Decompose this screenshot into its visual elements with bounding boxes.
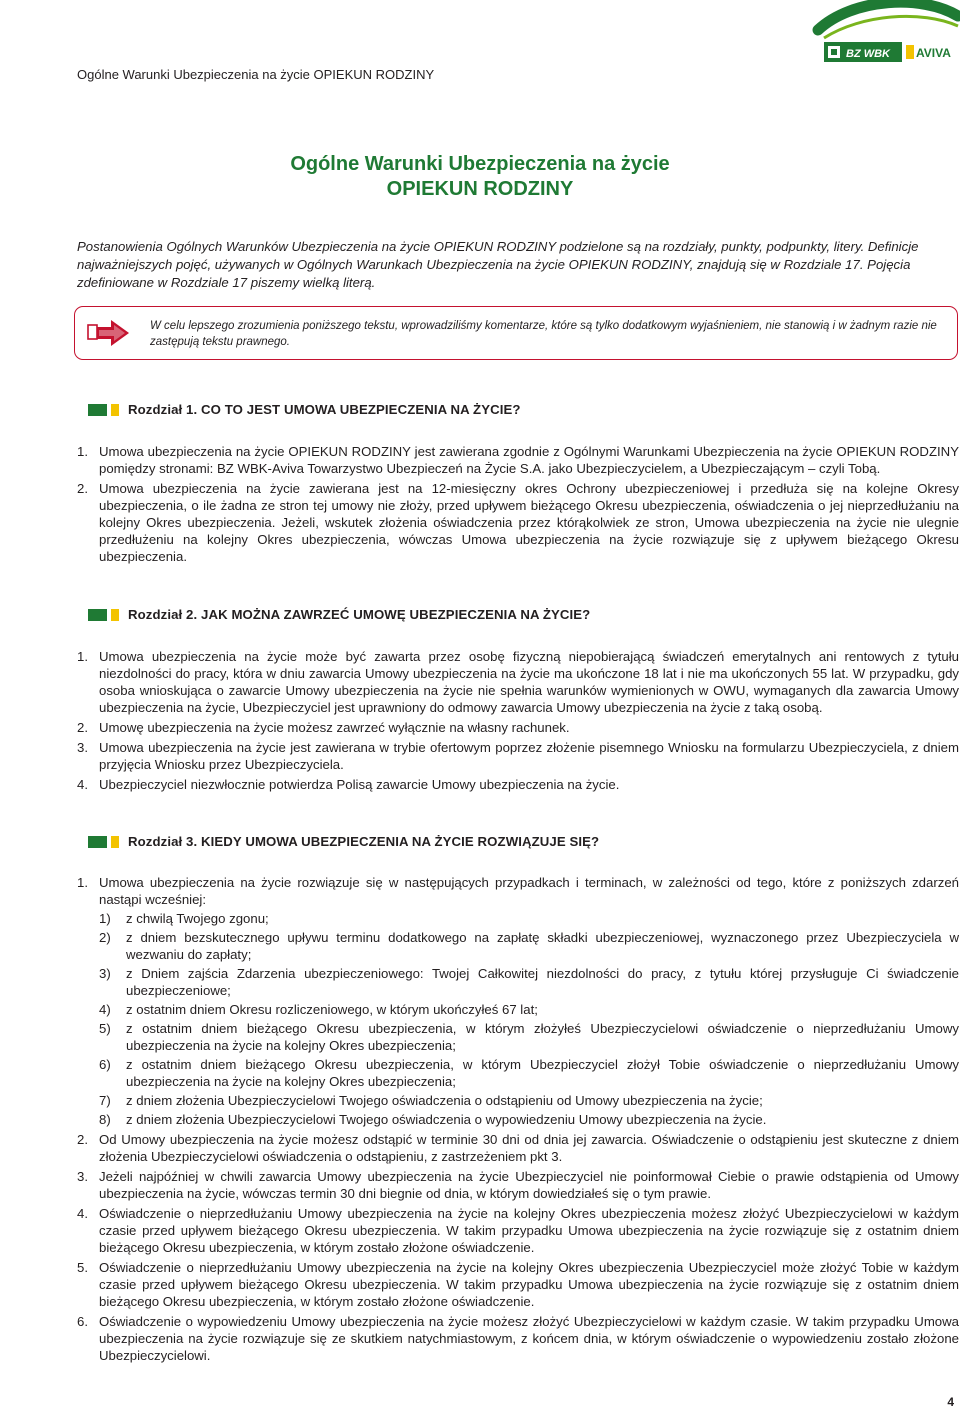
chapter-title: Rozdział 1. CO TO JEST UMOWA UBEZPIECZENIA NA ŻYCIE? xyxy=(128,402,521,417)
list-item xyxy=(77,1205,959,1256)
sub-item-text: z ostatnim dniem Okresu rozliczeniowego, w którym ukończyłeś 67 lat; xyxy=(126,1002,538,1017)
sub-item-number: 7) xyxy=(99,1093,111,1108)
item-text: Jeżeli najpóźniej w chwili zawarcia Umowy ubezpieczenia na życie Ubezpieczyciel nie poinformował Ciebie o prawie odstąpienia od Umowy ubezpieczenia na życie, wówczas termin 30 dni biegnie od dnia, w którym dowiedziałeś się o tym prawie. xyxy=(99,1169,959,1201)
sub-item-number: 8) xyxy=(99,1112,111,1127)
arrow-note-icon xyxy=(87,316,131,352)
item-text: Oświadczenie o wypowiedzeniu Umowy ubezpieczenia na życie możesz złożyć Ubezpieczycielowi w każdym czasie. W takim przypadku Umowa ubezpieczenia na życie rozwiązuje się ze skutkiem natychmiastowym, z końcem dnia, w którym oświadczenie o wypowiedzeniu zostało złożone Ubezpieczycielowi. xyxy=(99,1314,959,1363)
item-text: Umowa ubezpieczenia na życie zawierana jest na 12-miesięczny okres Ochrony ubezpieczeniowej i przedłuża się na kolejne Okresy ubezpieczenia, o ile żadna ze stron tej umowy nie złoży, przed upływem bieżącego Okresu ubezpieczenia, oświadczenia o jej nieprzedłużaniu na kolejny Okres ubezpieczenia. Jeżeli, wskutek złożenia oświadczenia przez którąkolwiek ze stron, Umowa ubezpieczenia na życie nie ulegnie przedłużeniu na kolejny Okres ubezpieczenia, wówczas Umowa ubezpieczenia na życie rozwiązuje się z upływem bieżącego Okresu ubezpieczenia. xyxy=(99,481,959,564)
sub-list-item xyxy=(99,1056,959,1090)
list-item xyxy=(77,1131,959,1165)
item-number: 3. xyxy=(77,1169,88,1184)
item-number: 2. xyxy=(77,481,88,496)
yellow-square-marker xyxy=(111,836,119,848)
sub-item-text: z dniem bezskutecznego upływu terminu dodatkowego na zapłatę składki ubezpieczeniowej, wyznaczonego przez Ubezpieczyciela w wezwaniu do zapłaty; xyxy=(126,930,959,962)
item-text: Ubezpieczyciel niezwłocznie potwierdza Polisą zawarcie Umowy ubezpieczenia na życie. xyxy=(99,777,620,792)
item-text: Umowa ubezpieczenia na życie może być zawarta przez osobę fizyczną niepobierającą świadczeń emerytalnych ani rentowych z tytułu niezdolności do pracy, która w dniu zawarcia Umowy ubezpieczenia na życie ma ukończone 18 lat i nie ma ukończonych 55 lat. W przypadku, gdy osoba wnioskująca o zawarcie Umowy ubezpieczenia na życie nie spełnia warunków wymienionych w OWU, wymaganych dla zawarcia Umowy ubezpieczenia na życie, Ubezpieczyciel jest uprawniony do odmowy zawarcia Umowy ubezpieczenia na życie z taką osobą. xyxy=(99,649,959,715)
sub-list-item xyxy=(99,965,959,999)
sub-item-text: z dniem złożenia Ubezpieczycielowi Twojego oświadczenia o odstąpieniu od Umowy ubezpieczenia na życie; xyxy=(126,1093,763,1108)
list-item xyxy=(77,719,959,736)
item-number: 1. xyxy=(77,649,88,664)
sub-item-text: z dniem złożenia Ubezpieczycielowi Twojego oświadczenia o wypowiedzeniu Umowy ubezpieczenia na życie. xyxy=(126,1112,767,1127)
logo-right-text: AVIVA xyxy=(916,46,951,60)
sub-list-item xyxy=(99,1020,959,1054)
sub-item-number: 5) xyxy=(99,1021,111,1036)
item-number: 5. xyxy=(77,1260,88,1275)
item-text: Umowę ubezpieczenia na życie możesz zawrzeć wyłącznie na własny rachunek. xyxy=(99,720,570,735)
sub-item-text: z chwilą Twojego zgonu; xyxy=(126,911,269,926)
sub-item-number: 6) xyxy=(99,1057,111,1072)
note-text: W celu lepszego zrozumienia poniższego tekstu, wprowadziliśmy komentarze, które są tylko dodatkowym wyjaśnieniem, nie stanowią i w żadnym razie nie zastępują tekstu prawnego. xyxy=(150,320,937,348)
item-number: 6. xyxy=(77,1314,88,1329)
logo-left-text: BZ WBK xyxy=(846,48,890,60)
page-title xyxy=(0,152,960,202)
green-square-marker xyxy=(88,404,107,416)
list-item xyxy=(77,739,959,773)
green-square-marker xyxy=(88,836,107,848)
item-text: Umowa ubezpieczenia na życie rozwiązuje się w następujących przypadkach i terminach, w zależności od tego, które z poniższych zdarzeń nastąpi wcześniej: xyxy=(99,875,959,907)
intro-paragraph: Postanowienia Ogólnych Warunków Ubezpieczenia na życie OPIEKUN RODZINY podzielone są na rozdziały, punkty, podpunkty, litery. Definicje najważniejszych pojęć, używanych w Ogólnych Warunkach Ubezpieczenia na życie OPIEKUN RODZINY, znajdują się w Rozdziale 17. Pojęcia zdefiniowane w Rozdziale 17 piszemy wielką literą. xyxy=(77,239,919,291)
title-line-2: OPIEKUN RODZINY xyxy=(386,178,574,200)
item-number: 3. xyxy=(77,740,88,755)
list-item xyxy=(77,443,959,477)
list-item xyxy=(77,874,959,1128)
sub-list xyxy=(99,910,959,1128)
sub-item-number: 1) xyxy=(99,911,111,926)
sub-item-text: z Dniem zajścia Zdarzenia ubezpieczeniowego: Twojej Całkowitej niezdolności do pracy, z tytułu której przysługuje Ci świadczenie ubezpieczeniowe; xyxy=(126,966,959,998)
item-number: 1. xyxy=(77,875,88,890)
item-number: 2. xyxy=(77,1132,88,1147)
item-number: 2. xyxy=(77,720,88,735)
chapter-3-content xyxy=(77,874,959,1367)
item-text: Umowa ubezpieczenia na życie OPIEKUN RODZINY jest zawierana zgodnie z Ogólnymi Warunkami Ubezpieczenia na życie OPIEKUN RODZINY pomiędzy stronami: BZ WBK-Aviva Towarzystwo Ubezpieczeń na Życie S.A. jako Ubezpieczycielem, a Ubezpieczającym – czyli Tobą. xyxy=(99,444,959,476)
item-number: 4. xyxy=(77,1206,88,1221)
yellow-square-marker xyxy=(111,609,119,621)
sub-item-number: 2) xyxy=(99,930,111,945)
brand-logo xyxy=(812,0,960,90)
sub-item-text: z ostatnim dniem bieżącego Okresu ubezpieczenia, w którym złożyłeś Ubezpieczycielowi oświadczenie o nieprzedłużaniu Umowy ubezpieczenia na życie na kolejny Okres ubezpieczenia; xyxy=(126,1021,959,1053)
chapter-1-content xyxy=(77,443,959,568)
green-square-marker xyxy=(88,609,107,621)
list-item xyxy=(77,480,959,565)
sub-item-number: 3) xyxy=(99,966,111,981)
yellow-square-marker xyxy=(111,404,119,416)
chapter-title: Rozdział 2. JAK MOŻNA ZAWRZEĆ UMOWĘ UBEZPIECZENIA NA ŻYCIE? xyxy=(128,607,591,622)
sub-item-text: z ostatnim dniem bieżącego Okresu ubezpieczenia, w którym Ubezpieczyciel złożył Tobie oświadczenie o nieprzedłużaniu Umowy ubezpieczenia na życie na kolejny Okres ubezpieczenia; xyxy=(126,1057,959,1089)
logo-graphic xyxy=(812,0,960,90)
sub-list-item xyxy=(99,1001,959,1018)
title-line-1: Ogólne Warunki Ubezpieczenia na życie xyxy=(290,153,670,175)
sub-list-item xyxy=(99,910,959,927)
list-item xyxy=(77,648,959,716)
item-number: 4. xyxy=(77,777,88,792)
item-text: Oświadczenie o nieprzedłużaniu Umowy ubezpieczenia na życie na kolejny Okres ubezpieczenia możesz złożyć Ubezpieczycielowi w każdym czasie przed upływem bieżącego Okresu ubezpieczenia. W takim przypadku Umowa ubezpieczenia na życie rozwiązuje się z ostatnim dniem bieżącego Okresu ubezpieczenia, w którym zostało złożone oświadczenie. xyxy=(99,1206,959,1255)
page-number: 4 xyxy=(947,1395,954,1409)
item-number: 1. xyxy=(77,444,88,459)
list-item xyxy=(77,1313,959,1364)
running-header: Ogólne Warunki Ubezpieczenia na życie OPIEKUN RODZINY xyxy=(77,67,435,82)
list-item xyxy=(77,1259,959,1310)
chapter-title: Rozdział 3. KIEDY UMOWA UBEZPIECZENIA NA ŻYCIE ROZWIĄZUJE SIĘ? xyxy=(128,834,600,849)
item-text: Umowa ubezpieczenia na życie jest zawierana w trybie ofertowym poprzez złożenie pisemnego Wniosku na formularzu Ubezpieczyciela, z dniem przyjęcia Wniosku przez Ubezpieczyciela. xyxy=(99,740,959,772)
comment-note-box xyxy=(74,306,958,360)
sub-list-item xyxy=(99,1111,959,1128)
sub-list-item xyxy=(99,929,959,963)
chapter-2-content xyxy=(77,648,959,796)
list-item xyxy=(77,1168,959,1202)
item-text: Oświadczenie o nieprzedłużaniu Umowy ubezpieczenia na życie na kolejny Okres ubezpieczenia Ubezpieczyciel może złożyć Tobie w każdym czasie przed upływem bieżącego Okresu ubezpieczenia. W takim przypadku Umowa ubezpieczenia na życie rozwiązuje się z ostatnim dniem bieżącego Okresu ubezpieczenia, w którym zostało złożone oświadczenie. xyxy=(99,1260,959,1309)
list-item xyxy=(77,776,959,793)
sub-item-number: 4) xyxy=(99,1002,111,1017)
item-text: Od Umowy ubezpieczenia na życie możesz odstąpić w terminie 30 dni od dnia jej zawarcia. Oświadczenie o odstąpieniu jest skuteczne z dniem złożenia Ubezpieczycielowi oświadczenia o odstąpieniu, z zastrzeżeniem pkt 3. xyxy=(99,1132,959,1164)
sub-list-item xyxy=(99,1092,959,1109)
